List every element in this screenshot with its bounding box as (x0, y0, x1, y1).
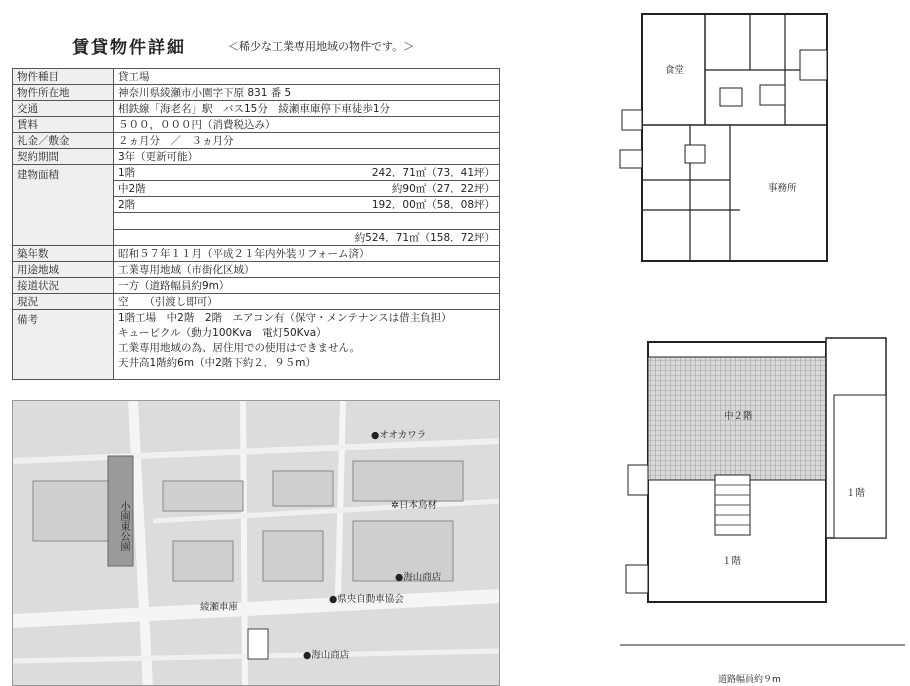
area-floor: 中2階 (118, 183, 146, 195)
page-subtitle: ＜稀少な工業専用地域の物件です。＞ (228, 40, 415, 53)
spec-label: 物件所在地 (13, 85, 114, 101)
spec-label: 築年数 (13, 246, 114, 262)
area-value: 約90㎡（27．22坪） (391, 183, 495, 195)
spec-value: 3年（更新可能） (114, 149, 500, 165)
notes-line: 工業専用地域の為、居住用での使用はできません。 (118, 342, 361, 354)
spec-value: 神奈川県綾瀬市小園字下原 831 番 5 (114, 85, 500, 101)
area-row-3 (114, 197, 500, 213)
spec-value: ５００，０００円（消費税込み） (114, 117, 500, 133)
spec-value: 貸工場 (114, 69, 500, 85)
spec-value: ２ヵ月分 ／ ３ヵ月分 (114, 133, 500, 149)
area-floor: 1階 (118, 167, 136, 179)
room-floor1-main: １階 (722, 556, 742, 567)
map-label-park: 小園東公園 (118, 501, 129, 551)
spec-row-area (13, 165, 500, 181)
spec-label: 備考 (13, 310, 114, 380)
spec-value: 工業専用地域（市街化区域） (114, 262, 500, 278)
map-graphic (13, 401, 500, 686)
notes-line: キュービクル（動力100Kva 電灯50Kva） (118, 327, 327, 339)
area-row-2 (114, 181, 500, 197)
property-spec-table (12, 68, 500, 380)
upper-plan-graphic (610, 10, 850, 265)
room-floor1-side: １階 (846, 488, 866, 499)
spec-row-deposit (13, 133, 500, 149)
floor-plan-lower (610, 335, 900, 610)
map-label-nihon: ✲日本鳥材 (391, 500, 437, 511)
area-row-1 (114, 165, 500, 181)
notes-line: 天井高1階約6m（中2階下約２．９５m） (118, 357, 316, 369)
spec-row-access (13, 101, 500, 117)
spec-value: 空 （引渡し即可） (114, 294, 500, 310)
area-row-4 (114, 213, 500, 230)
map-label-jidosha: ●県央自動車協会 (329, 594, 404, 605)
spec-label: 交通 (13, 101, 114, 117)
area-value: 192．00㎡（58．08坪） (371, 199, 495, 211)
spec-label: 建物面積 (13, 165, 114, 246)
spec-row-road (13, 278, 500, 294)
map-label-kaiyama: ●海山商店 (395, 572, 442, 583)
floor-plan-upper (610, 10, 850, 265)
area-total-value: 約524．71㎡（158．72坪） (354, 232, 495, 244)
map-label-garage: 綾瀬車庫 (200, 602, 239, 613)
spec-label: 用途地域 (13, 262, 114, 278)
road-line (620, 640, 905, 650)
area-total (114, 230, 500, 246)
notes-line: 1階工場 中2階 2階 エアコン有（保守・メンテナンスは借主負担） (118, 312, 452, 324)
room-dining: 食堂 (665, 65, 685, 76)
spec-label: 現況 (13, 294, 114, 310)
spec-value: 相鉄線「海老名」駅 バス15分 綾瀬車庫停下車徒歩1分 (114, 101, 500, 117)
road-width-label: 道路幅員約９m (718, 675, 781, 685)
page-title: 賃貸物件詳細 (72, 38, 186, 58)
spec-row-status (13, 294, 500, 310)
lower-plan-graphic (610, 335, 900, 610)
spec-value: 一方（道路幅員約9m） (114, 278, 500, 294)
spec-label: 賃料 (13, 117, 114, 133)
spec-row-term (13, 149, 500, 165)
spec-label: 契約期間 (13, 149, 114, 165)
spec-label: 礼金／敷金 (13, 133, 114, 149)
spec-label: 接道状況 (13, 278, 114, 294)
spec-row-built (13, 246, 500, 262)
location-map (12, 400, 500, 686)
map-label-kaiyama2: ●海山商店 (303, 650, 350, 661)
spec-row-rent (13, 117, 500, 133)
spec-row-type (13, 69, 500, 85)
room-office: 事務所 (768, 183, 797, 194)
area-floor: 2階 (118, 199, 136, 211)
area-value: 242．71㎡（73．41坪） (371, 167, 495, 179)
spec-row-address (13, 85, 500, 101)
spec-value: 昭和５７年１１月（平成２１年内外装リフォーム済） (114, 246, 500, 262)
room-mezzanine: 中２階 (724, 411, 753, 422)
spec-label: 物件種目 (13, 69, 114, 85)
notes-cell (114, 310, 500, 380)
map-label-ookawara: ●オオカワラ (371, 430, 427, 441)
spec-row-notes (13, 310, 500, 380)
spec-row-zone (13, 262, 500, 278)
